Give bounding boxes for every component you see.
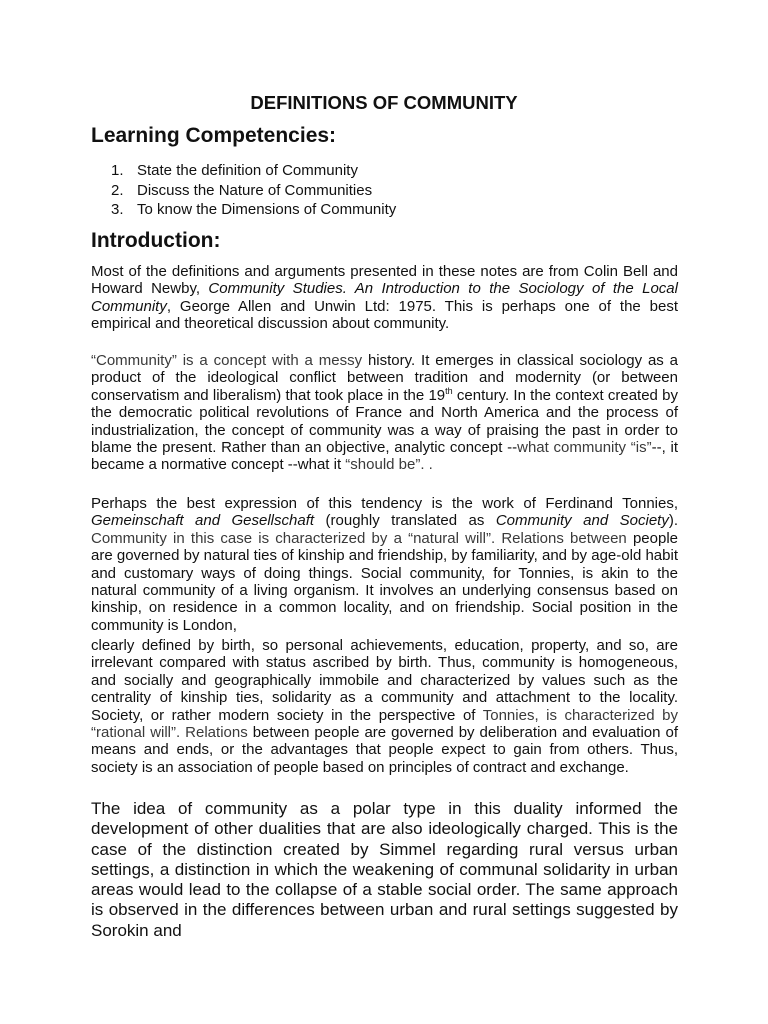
text-run: Tonnies, is characterized by “rational will”. Relations: [91, 706, 678, 742]
text-run: clearly defined by birth, so personal achievements, education, property, and so, are irrelevant compared with status ascribed by birth. Thus, community is homogeneous, and socially and geographically immobile and characterized by values such as the centrality of kinship ties, solidarity as a community and attachment to the locality. Society, or rather modern society in the perspective of: [91, 637, 678, 724]
book-title-italic: Community Studies. An Introduction to the Sociology of the Local Community: [91, 280, 678, 315]
translation-italic: Community and Society: [495, 512, 669, 530]
text-run: between people are governed by deliberation and evaluation of means and ends, or the advantages that people expect to gain from others. Thus, society is an association of people based on principles of contract and exchange.: [91, 724, 678, 776]
text-run: what community “is”: [517, 439, 652, 457]
text-run: (roughly translated as: [314, 512, 496, 530]
intro-paragraph-5: The idea of community as a polar type in this duality informed the development of other dualities that are also ideologically charged. This is the case of the distinction created by Simmel regarding rural versus urban settings, a distinction in which the weakening of communal solidarity in urban areas would lead to the collapse of a stable social order. The same approach is observed in the differences between urban and rural settings suggested by Sorokin and: [91, 799, 678, 940]
intro-paragraph-3: [91, 495, 678, 634]
text-run: “should be”. .: [345, 456, 433, 474]
learning-competencies-heading: Learning Competencies:: [91, 124, 337, 147]
intro-paragraph-4: [91, 637, 678, 776]
text-run: --, it became a normative concept --what it: [91, 439, 678, 474]
introduction-heading: Introduction:: [91, 229, 221, 252]
text-run: Community in this case is characterized by a “natural will”. Relations between: [91, 529, 627, 547]
text-run: “Community” is a concept with a messy: [91, 352, 363, 369]
page-title: DEFINITIONS OF COMMUNITY: [250, 92, 518, 113]
book-title-italic: Gemeinschaft and Gesellschaft: [91, 512, 315, 530]
text-run: , George Allen and Unwin Ltd: 1975. This is perhaps one of the best empirical and theoretical discussion about community.: [91, 297, 678, 333]
intro-paragraph-2: [91, 352, 678, 474]
superscript: th: [445, 385, 453, 396]
list-item: [111, 200, 396, 220]
list-item-number: 1.: [111, 162, 124, 179]
competencies-list: [111, 161, 396, 220]
text-run: ).: [668, 512, 678, 530]
list-item-text: Discuss the Nature of Communities: [137, 181, 373, 199]
list-item: [111, 181, 396, 201]
text-run: century. In the context created by the democratic political revolutions of France and North America and the process of industrialization, the concept of community was a way of praising the past in order to blame the present. Rather than an objective, analytic concept --: [91, 386, 678, 457]
list-item-text: To know the Dimensions of Community: [137, 201, 397, 218]
text-run: Most of the definitions and arguments presented in these notes are from Colin Bell and Howard Newby,: [91, 263, 678, 298]
text-run: history. It emerges in classical sociology as a product of the ideological conflict between tradition and modernity (or between conservatism and liberalism) that took place in the 19: [91, 352, 678, 404]
list-item-number: 2.: [111, 181, 124, 199]
list-item-number: 3.: [111, 201, 124, 218]
list-item-text: State the definition of Community: [137, 162, 358, 179]
list-item: [111, 161, 396, 181]
text-run: people are governed by natural ties of kinship and friendship, by familiarity, and by age-old habit and customary ways of doing things. Social community, for Tonnies, is akin to the natural community of a living organism. It involves an underlying consensus based on kinship, on residence in a common locality, and on friendship. Social position in the community is London,: [91, 529, 678, 634]
intro-paragraph-1: [91, 263, 678, 333]
text-run: Perhaps the best expression of this tendency is the work of Ferdinand Tonnies,: [91, 495, 678, 512]
